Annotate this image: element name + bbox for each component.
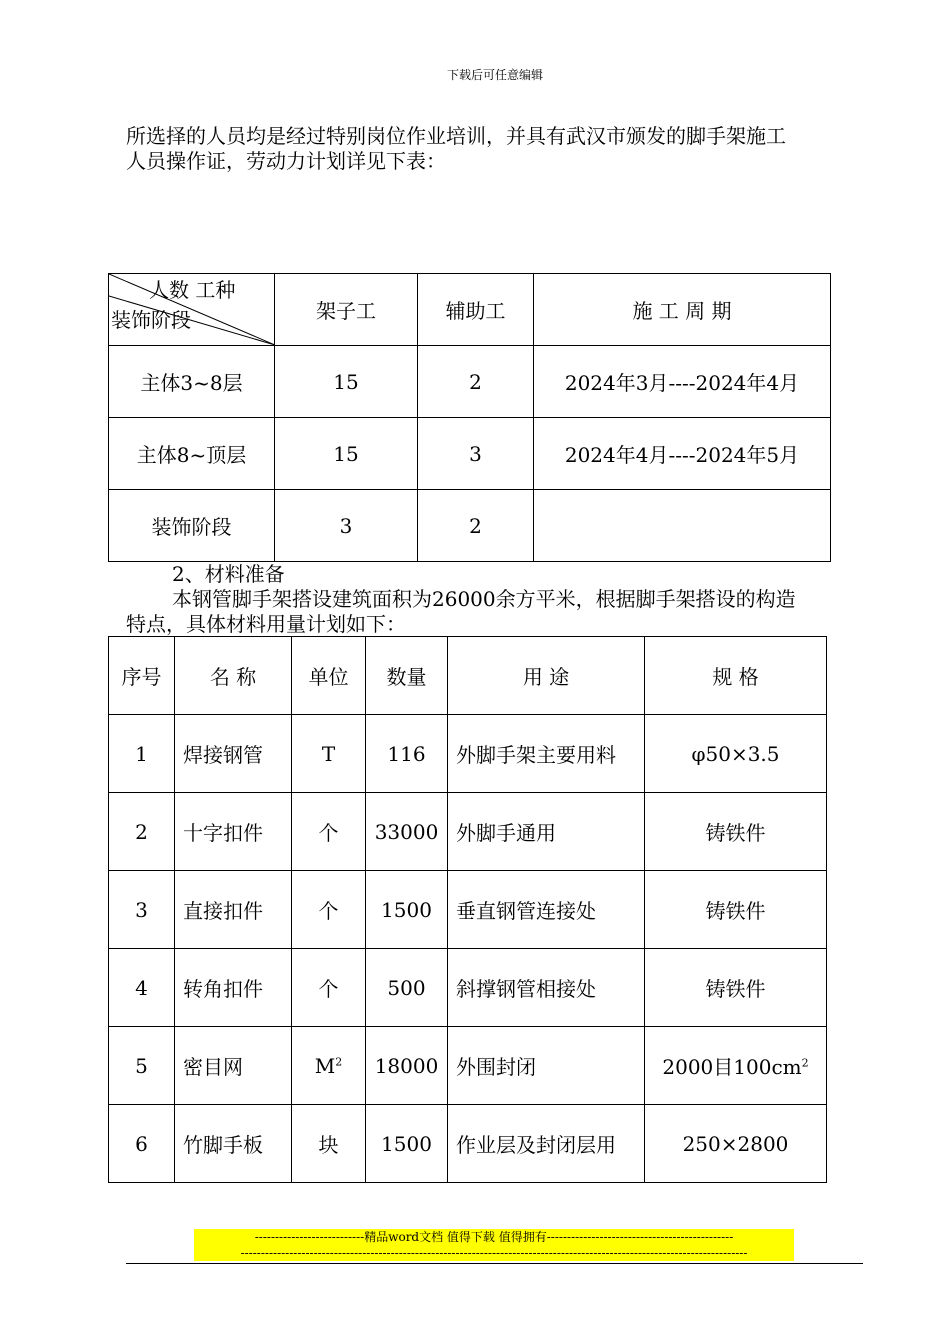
superscript-2: 2 bbox=[801, 1056, 809, 1070]
section-2-heading: 2、材料准备 bbox=[172, 562, 285, 586]
spec-cell: φ50×3.5 bbox=[645, 715, 827, 793]
quantity-cell: 1500 bbox=[366, 1105, 448, 1183]
quantity-cell: 500 bbox=[366, 949, 448, 1027]
stage-cell: 主体8~顶层 bbox=[109, 418, 275, 490]
stage-cell: 装饰阶段 bbox=[109, 490, 275, 562]
spec-cell: 铸铁件 bbox=[645, 871, 827, 949]
table-row bbox=[109, 490, 831, 562]
name-cell: 焊接钢管 bbox=[175, 715, 292, 793]
header-usage: 用 途 bbox=[448, 637, 645, 715]
period-cell: 2024年4月----2024年5月 bbox=[534, 418, 831, 490]
quantity-cell: 116 bbox=[366, 715, 448, 793]
footer-rule bbox=[126, 1263, 863, 1264]
usage-cell: 垂直钢管连接处 bbox=[448, 871, 645, 949]
header-spec: 规 格 bbox=[645, 637, 827, 715]
unit-cell: T bbox=[292, 715, 366, 793]
table-row bbox=[109, 793, 827, 871]
material-header-row bbox=[109, 637, 827, 715]
material-plan-table bbox=[108, 636, 827, 1183]
table-row bbox=[109, 1105, 827, 1183]
unit-cell bbox=[292, 1027, 366, 1105]
index-cell: 3 bbox=[109, 871, 175, 949]
table-row bbox=[109, 715, 827, 793]
name-cell: 转角扣件 bbox=[175, 949, 292, 1027]
labor-header-row bbox=[109, 274, 831, 346]
header-note: 下载后可任意编辑 bbox=[446, 68, 543, 82]
helper-count: 3 bbox=[418, 418, 534, 490]
name-cell: 直接扣件 bbox=[175, 871, 292, 949]
header-quantity: 数量 bbox=[366, 637, 448, 715]
period-cell bbox=[534, 490, 831, 562]
stage-cell: 主体3~8层 bbox=[109, 346, 275, 418]
table-row bbox=[109, 949, 827, 1027]
spec-cell bbox=[645, 1027, 827, 1105]
name-cell: 竹脚手板 bbox=[175, 1105, 292, 1183]
scaffolder-count: 15 bbox=[275, 346, 418, 418]
table-row bbox=[109, 346, 831, 418]
table-row bbox=[109, 418, 831, 490]
intro-line-1: 所选择的人员均是经过特别岗位作业培训，并具有武汉市颁发的脚手架施工 bbox=[126, 124, 786, 148]
helper-count: 2 bbox=[418, 346, 534, 418]
section-2-line-1: 本钢管脚手架搭设建筑面积为26000余方平米，根据脚手架搭设的构造 bbox=[172, 587, 796, 611]
usage-cell: 外围封闭 bbox=[448, 1027, 645, 1105]
labor-plan-table bbox=[108, 273, 831, 562]
index-cell: 4 bbox=[109, 949, 175, 1027]
unit-cell: 个 bbox=[292, 949, 366, 1027]
quantity-cell: 18000 bbox=[366, 1027, 448, 1105]
quantity-cell: 33000 bbox=[366, 793, 448, 871]
header-scaffolder: 架子工 bbox=[275, 274, 418, 346]
usage-cell: 斜撑钢管相接处 bbox=[448, 949, 645, 1027]
spec-cell: 铸铁件 bbox=[645, 949, 827, 1027]
corner-top-label: 人数 工种 bbox=[149, 278, 236, 302]
header-unit: 单位 bbox=[292, 637, 366, 715]
header-period: 施 工 周 期 bbox=[534, 274, 831, 346]
spec-text: 2000目100cm bbox=[662, 1055, 802, 1079]
unit-cell: 块 bbox=[292, 1105, 366, 1183]
index-cell: 6 bbox=[109, 1105, 175, 1183]
superscript-2: 2 bbox=[335, 1054, 343, 1068]
section-2-line-2: 特点，具体材料用量计划如下： bbox=[126, 612, 406, 636]
index-cell: 1 bbox=[109, 715, 175, 793]
scaffolder-count: 3 bbox=[275, 490, 418, 562]
diagonal-header-cell bbox=[109, 274, 275, 346]
footer-banner-line-2: ----------------------------------------------------------------------------------------------------------------------------- bbox=[194, 1245, 794, 1261]
corner-bottom-label: 装饰阶段 bbox=[111, 308, 191, 332]
header-helper: 辅助工 bbox=[418, 274, 534, 346]
usage-cell: 外脚手通用 bbox=[448, 793, 645, 871]
name-cell: 密目网 bbox=[175, 1027, 292, 1105]
helper-count: 2 bbox=[418, 490, 534, 562]
period-cell: 2024年3月----2024年4月 bbox=[534, 346, 831, 418]
header-name: 名 称 bbox=[175, 637, 292, 715]
unit-cell: 个 bbox=[292, 871, 366, 949]
unit-cell: 个 bbox=[292, 793, 366, 871]
table-row bbox=[109, 1027, 827, 1105]
table-row bbox=[109, 871, 827, 949]
spec-cell: 250×2800 bbox=[645, 1105, 827, 1183]
spec-cell: 铸铁件 bbox=[645, 793, 827, 871]
unit-text: M bbox=[314, 1053, 336, 1078]
intro-paragraph bbox=[126, 124, 866, 174]
name-cell: 十字扣件 bbox=[175, 793, 292, 871]
scaffolder-count: 15 bbox=[275, 418, 418, 490]
section-2 bbox=[126, 562, 866, 637]
footer-banner-line-1: ---------------------------精品word文档 值得下载 值得拥有---------------------------------------------- bbox=[194, 1229, 794, 1245]
index-cell: 5 bbox=[109, 1027, 175, 1105]
usage-cell: 外脚手架主要用料 bbox=[448, 715, 645, 793]
index-cell: 2 bbox=[109, 793, 175, 871]
intro-line-2: 人员操作证，劳动力计划详见下表： bbox=[126, 149, 446, 173]
header-index: 序号 bbox=[109, 637, 175, 715]
usage-cell: 作业层及封闭层用 bbox=[448, 1105, 645, 1183]
quantity-cell: 1500 bbox=[366, 871, 448, 949]
